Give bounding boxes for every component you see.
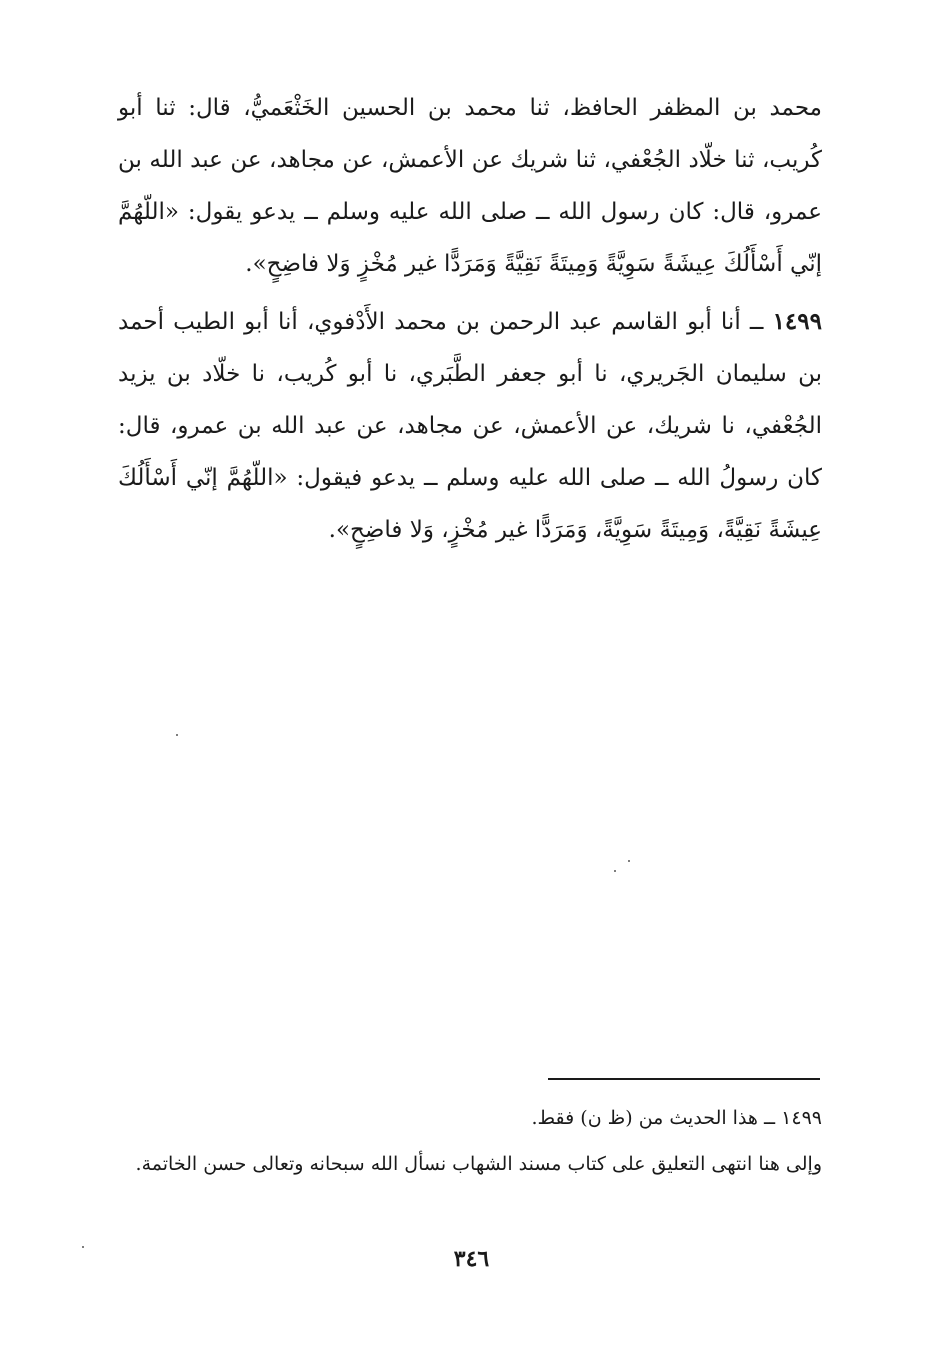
scan-speck bbox=[176, 734, 178, 736]
page-number: ٣٤٦ bbox=[453, 1246, 490, 1272]
paragraph-continuation: محمد بن المظفر الحافظ، ثنا محمد بن الحسين الخَثْعَميُّ، قال: ثنا أبو كُريب، ثنا خلّاد الجُعْفي، ثنا شريك عن الأعمش، عن مجاهد، عن عبد الله بن عمرو، قال: كان رسول الله ــ صلى الله عليه وسلم ــ يدعو يقول: «اللّهُمَّ إنّي أَسْأَلُكَ عِيشَةً سَوِيَّةً وَمِيتَةً نَقِيَّةً وَمَرَدًّا غير مُخْزٍ وَلا فاضِحٍ». bbox=[118, 95, 822, 277]
hadith-number: ١٤٩٩ bbox=[772, 308, 822, 335]
main-text-body bbox=[118, 82, 822, 556]
footnote-divider bbox=[548, 1078, 820, 1080]
paragraph-hadith-1499 bbox=[118, 296, 822, 556]
footnote-closing-note: وإلى هنا انتهى التعليق على كتاب مسند الشهاب نسأل الله سبحانه وتعالى حسن الخاتمة. bbox=[135, 1153, 822, 1175]
footnotes-section bbox=[118, 1100, 822, 1182]
hadith-text: ــ أنا أبو القاسم عبد الرحمن بن محمد الأَدْفوي، أنا أبو الطيب أحمد بن سليمان الجَريري، نا أبو جعفر الطَّبَري، نا أبو كُريب، نا خلّاد بن يزيد الجُعْفي، نا شريك، عن الأعمش، عن مجاهد، عن عبد الله بن عمرو، قال: كان رسولُ الله ــ صلى الله عليه وسلم ــ يدعو فيقول: «اللّهُمَّ إنّي أَسْأَلُكَ عِيشَةً نَقِيَّةً، وَمِيتَةً سَوِيَّةً، وَمَرَدًّا غير مُخْزٍ، وَلا فاضِحٍ». bbox=[118, 309, 822, 543]
scan-speck bbox=[82, 1246, 84, 1248]
scan-speck bbox=[628, 860, 630, 862]
footnote-1499: ١٤٩٩ ــ هذا الحديث من (ظ ن) فقط. bbox=[531, 1107, 822, 1129]
scan-speck bbox=[614, 870, 616, 872]
